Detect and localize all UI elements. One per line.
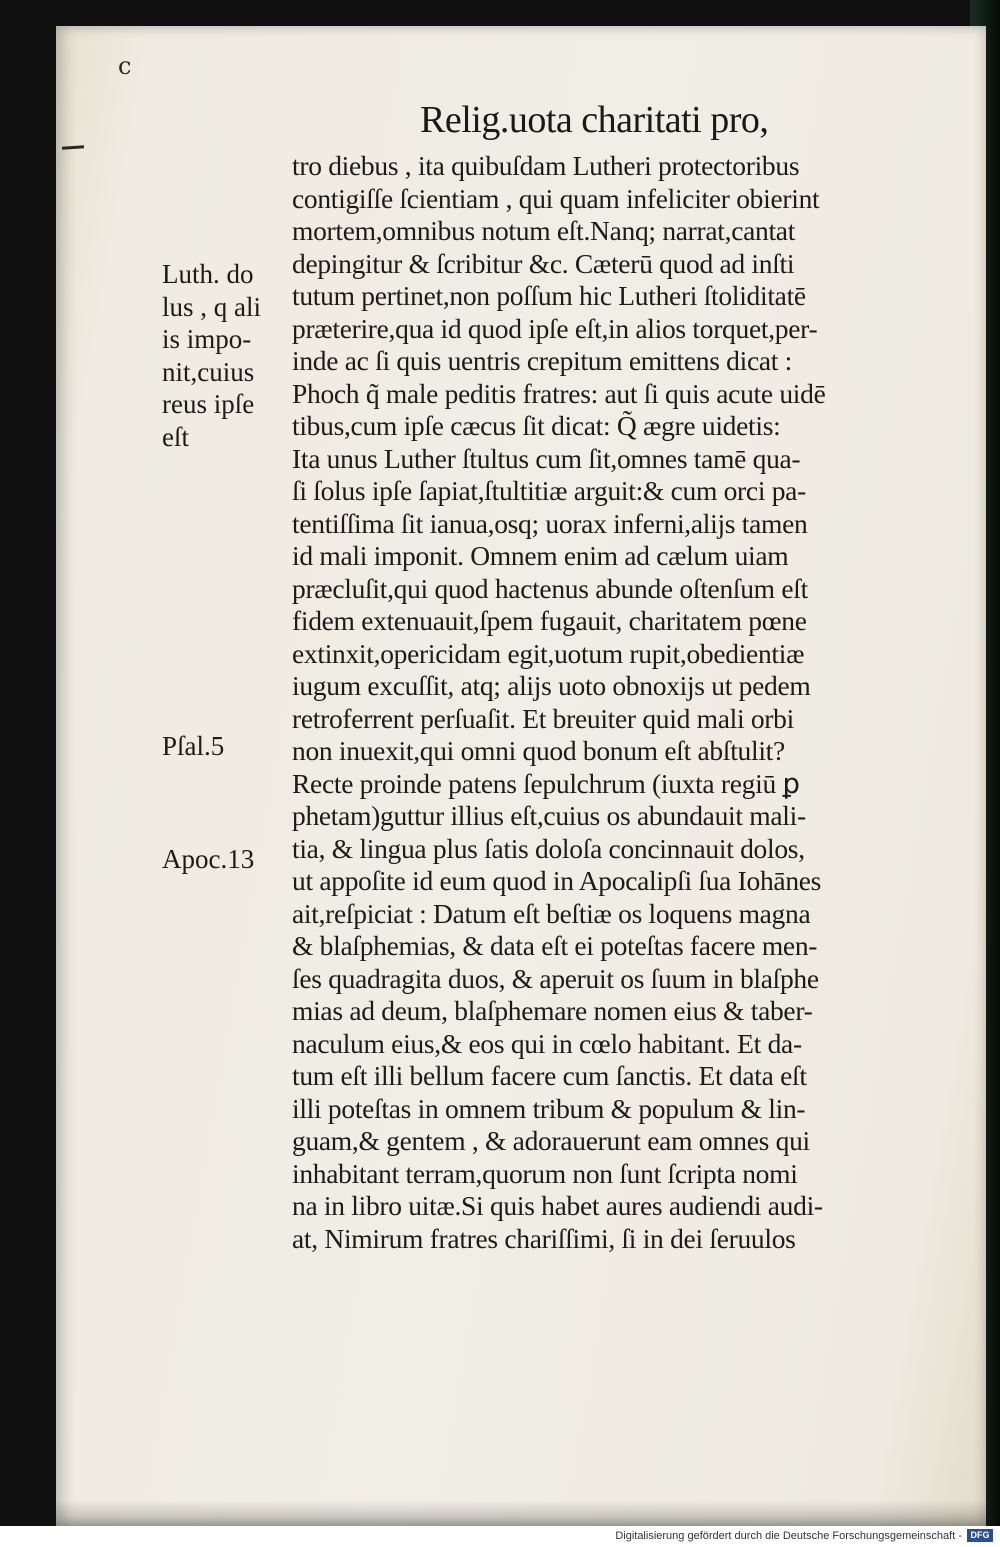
footer-bar [0,1526,1000,1547]
text-line: tum eſt illi bellum facere cum ſanctis. Et data eſt [292,1060,807,1091]
text-line: illi poteſtas in omnem tribum & populum & lin- [292,1092,806,1124]
margin-line: lus , q ali [162,291,261,322]
text-line: Phoch q̃ male peditis fratres: aut ſi quis acute uidē [292,377,826,409]
text-line: non inuexit,qui omni quod bonum eſt abſtulit? [292,735,785,766]
margin-note-apocalypse [162,843,292,876]
text-line: ſes quadragita duos, & aperuit os ſuum in blaſphe [292,962,819,994]
text-line: & blaſphemias, & data eſt ei poteſtas facere men- [292,930,818,961]
text-line: id mali imponit. Omnem enim ad cælum uiam [292,540,789,571]
footer-credit: Digitalisierung gefördert durch die Deutsche Forschungsgemeinschaft - [615,1530,962,1542]
margin-line: Apoc.13 [162,844,255,874]
text-line: phetam)guttur illius eſt,cuius os abundauit mali- [292,800,806,831]
text-line: at, Nimirum fratres chariſſimi, ſi in dei ſeruulos [292,1222,796,1254]
dfg-logo-icon[interactable]: DFG [967,1529,993,1542]
text-line: præcluſit,qui quod hactenus abunde oſtenſum eſt [292,572,808,604]
margin-note-luther [162,258,292,453]
text-line: naculum eius,& eos qui in cœlo habitant. Et da- [292,1027,802,1059]
margin-line: Luth. do [162,259,254,289]
margin-line: nit,cuius [162,356,255,387]
running-head: Relig.uota charitati pro, [420,99,769,141]
text-line: fidem extenuauit,ſpem fugauit, charitatem pœne [292,605,807,636]
text-line: depingitur & ſcribitur &c. Cæterū quod ad inſti [292,247,795,279]
text-line: inhabitant terram,quorum non ſunt ſcripta nomi [292,1157,798,1189]
text-line: ait,reſpiciat : Datum eſt beſtiæ os loquens magna [292,897,811,929]
text-line: Ita unus Luther ſtultus cum ſit,omnes tamē qua- [292,442,801,474]
margin-line: is impo- [162,324,252,354]
page-shadow [56,1500,986,1526]
corner-mark: c [118,52,132,80]
text-line: tibus,cum ipſe cæcus ſit dicat: Q̃ ægre uidetis: [292,410,781,441]
text-line: ut appoſite id eum quod in Apocalipſi ſua Iohānes [292,865,822,896]
text-line: retroferrent perſuaſit. Et breuiter quid mali orbi [292,702,794,734]
text-line: præterire,qua id quod ipſe eſt,in alios torquet,per- [292,312,818,344]
margin-line: eſt [162,421,189,452]
text-line: inde ac ſi quis uentris crepitum emittens dicat : [292,345,793,376]
text-line: mortem,omnibus notum eſt.Nanq; narrat,cantat [292,215,796,246]
margin-line: Pſal.5 [162,731,225,761]
text-line: tro diebus , ita quibuſdam Lutheri protectoribus [292,150,800,181]
text-line: extinxit,opericidam egit,uotum rupit,obedientiæ [292,637,805,669]
text-line: tia, & lingua plus ſatis doloſa concinnauit dolos, [292,832,805,864]
text-line: contigiſſe ſcientiam , qui quam infeliciter obierint [292,182,820,214]
body-text [292,150,932,1255]
text-line: ſi ſolus ipſe ſapiat,ſtultitiæ arguit:& cum orci pa- [292,475,806,506]
margin-note-psalm [162,730,292,763]
text-line: na in libro uitæ.Si quis habet aures audiendi audi- [292,1190,823,1221]
margin-line: reus ipſe [162,389,255,419]
text-line: guam,& gentem , & adorauerunt eam omnes qui [292,1125,810,1156]
text-line: mias ad deum, blaſphemare nomen eius & taber- [292,995,813,1026]
text-line: tentiſſima ſit ianua,osq; uorax inferni,alijs tamen [292,507,808,539]
text-line: iugum excuſſit, atq; alijs uoto obnoxijs ut pedem [292,670,811,701]
text-line: tutum pertinet,non poſſum hic Lutheri ſtoliditatē [292,280,806,311]
text-line: Recte proinde patens ſepulchrum (iuxta regiū ꝑ [292,767,800,799]
